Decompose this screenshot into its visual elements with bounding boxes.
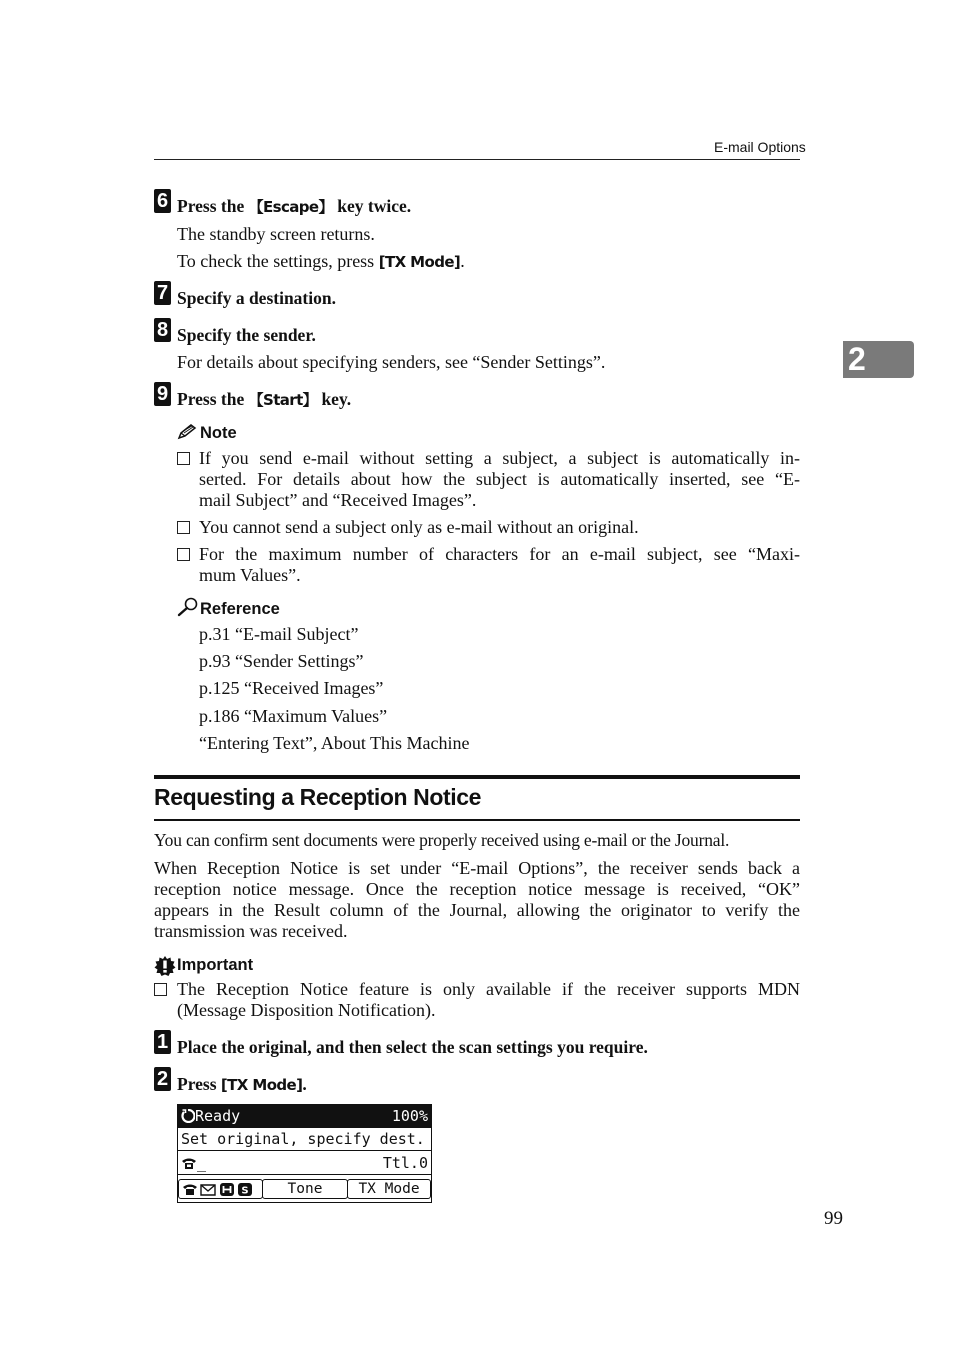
- step-8-desc: For details about specifying senders, see “Sender Settings”.: [177, 352, 606, 372]
- step-text: .: [460, 251, 465, 271]
- step-6-title: [177, 196, 411, 217]
- step-number-6: 6: [154, 189, 171, 213]
- step-number-7: 7: [154, 281, 171, 305]
- s-icon: [238, 1183, 252, 1197]
- lcd-message-row: [178, 1128, 431, 1151]
- section-rule-top: [154, 775, 800, 779]
- step-9-title: [177, 389, 351, 410]
- reference-heading: Reference: [200, 600, 280, 618]
- email-icon: [201, 1185, 215, 1195]
- h-icon: [220, 1183, 234, 1196]
- checkbox-bullet-icon: [177, 548, 190, 561]
- lcd-message: Set original, specify dest.: [181, 1130, 425, 1148]
- checkbox-bullet-icon: [177, 452, 190, 465]
- para-line: When Reception Notice is set under “E-mail Options”, the receiver sends back a: [154, 858, 800, 878]
- lcd-zoom: 100%: [391, 1107, 428, 1125]
- note-line: serted. For details about how the subject is automatically inserted, see “E-: [199, 469, 800, 489]
- step-text: key.: [317, 389, 352, 409]
- chapter-number: 2: [848, 341, 866, 377]
- section-rule-bottom: [154, 819, 800, 821]
- lcd-status-text: Ready: [195, 1107, 241, 1125]
- header-rule: [154, 159, 800, 160]
- power-icon: [181, 1109, 195, 1123]
- phone-icon: [183, 1185, 197, 1196]
- chapter-tab: [843, 341, 914, 378]
- note-line: For the maximum number of characters for an e-mail subject, see “Maxi-: [199, 544, 800, 564]
- step-text: To check the settings, press: [177, 251, 379, 271]
- step-1-title: Place the original, and then select the scan settings you require.: [177, 1037, 648, 1057]
- reference-item: p.31 “E-mail Subject”: [199, 624, 359, 644]
- lcd-total: Ttl.0: [382, 1154, 428, 1172]
- tone-softkey[interactable]: Tone: [262, 1179, 348, 1199]
- pencil-icon: [177, 424, 197, 445]
- tx-mode-key-label: [TX Mode]: [378, 253, 461, 271]
- step-number-1: 1: [154, 1030, 171, 1054]
- reference-item: “Entering Text”, About This Machine: [199, 733, 470, 753]
- lcd-dest-input: _: [181, 1152, 206, 1175]
- lcd-softkey-row: [178, 1178, 431, 1201]
- step-8-title: Specify the sender.: [177, 325, 316, 345]
- start-key-label: 【Start】: [248, 391, 318, 409]
- section-para-1: You can confirm sent documents were properly received using e-mail or the Journal.: [154, 830, 730, 850]
- step-text: Press the: [177, 389, 249, 409]
- step-text: Press the: [177, 196, 249, 216]
- note-line: If you send e-mail without setting a subject, a subject is automatically in-: [199, 448, 800, 468]
- note-item-2: [199, 517, 800, 538]
- svg-text:S: S: [240, 1185, 249, 1197]
- step-6-desc-2: [177, 251, 465, 273]
- page-number: 99: [824, 1208, 843, 1229]
- tx-mode-softkey[interactable]: TX Mode: [347, 1179, 431, 1199]
- step-number-2: 2: [154, 1067, 171, 1091]
- important-icon: [154, 955, 176, 982]
- checkbox-bullet-icon: [177, 521, 190, 534]
- step-text: .: [302, 1074, 307, 1094]
- note-heading: Note: [200, 424, 237, 442]
- important-item-1: [177, 979, 800, 1021]
- lcd-status-row: [178, 1105, 431, 1128]
- section-title: Requesting a Reception Notice: [154, 784, 482, 810]
- lcd-destination-row: [178, 1152, 431, 1175]
- para-line: appears in the Result column of the Journal, allowing the originator to verify the: [154, 900, 800, 920]
- tx-mode-key-label: [TX Mode]: [220, 1076, 303, 1094]
- section-para-2: [154, 858, 800, 942]
- step-7-title: Specify a destination.: [177, 288, 336, 308]
- lcd-display: [177, 1104, 432, 1203]
- magnifier-icon: [177, 597, 199, 622]
- step-text: Press: [177, 1074, 221, 1094]
- note-line: You cannot send a subject only as e-mail without an original.: [199, 517, 639, 537]
- step-number-8: 8: [154, 318, 171, 342]
- step-text: key twice.: [332, 196, 412, 216]
- step-6-desc: The standby screen returns.: [177, 224, 375, 244]
- reference-item: p.125 “Received Images”: [199, 678, 384, 698]
- note-item-3: [199, 544, 800, 586]
- para-line: reception notice message. Once the reception notice message is received, “OK”: [154, 879, 800, 899]
- escape-key-label: 【Escape】: [248, 198, 333, 216]
- lcd-status: [181, 1105, 240, 1128]
- para-line: transmission was received.: [154, 921, 348, 941]
- note-line: mum Values”.: [199, 565, 301, 585]
- checkbox-bullet-icon: [154, 983, 167, 996]
- mode-icons-key[interactable]: [178, 1179, 263, 1199]
- phone-icon: [181, 1156, 197, 1170]
- reference-item: p.186 “Maximum Values”: [199, 706, 388, 726]
- running-head: E-mail Options: [714, 139, 806, 155]
- step-2-title: [177, 1074, 307, 1095]
- important-heading: Important: [177, 956, 254, 974]
- reference-item: p.93 “Sender Settings”: [199, 651, 364, 671]
- important-line: (Message Disposition Notification).: [177, 1000, 436, 1020]
- note-item-1: [199, 448, 800, 511]
- note-line: mail Subject” and “Received Images”.: [199, 490, 477, 510]
- important-line: The Reception Notice feature is only available if the receiver supports MDN: [177, 979, 800, 999]
- step-number-9: 9: [154, 382, 171, 406]
